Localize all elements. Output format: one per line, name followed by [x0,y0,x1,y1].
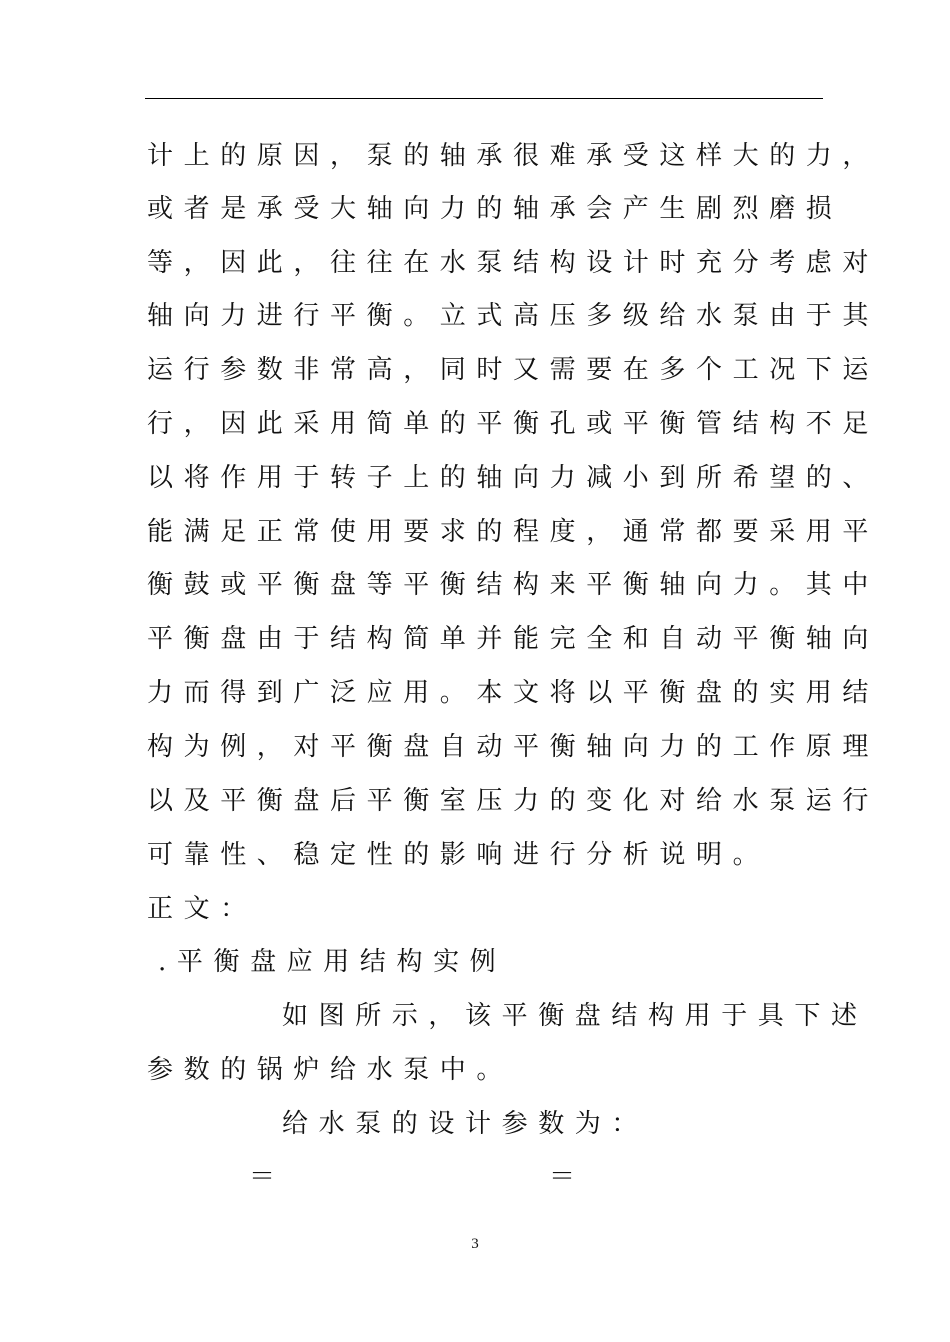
page-number: 3 [471,1236,479,1252]
text-line: 衡鼓或平衡盘等平衡结构来平衡轴向力。其中 [147,570,880,600]
paragraph-line: 参数的锅炉给水泵中。 [147,1055,514,1085]
text-line: 可靠性、稳定性的影响进行分析说明。 [147,840,770,870]
text-line: 能满足正常使用要求的程度，通常都要采用平 [147,517,880,547]
text-line: 运行参数非常高，同时又需要在多个工况下运 [147,355,880,385]
text-line: 轴向力进行平衡。立式高压多级给水泵由于其 [147,301,880,331]
text-line: 平衡盘由于结构简单并能完全和自动平衡轴向 [147,624,880,654]
text-line: 或者是承受大轴向力的轴承会产生剧烈磨损 [147,194,843,224]
text-line: 以及平衡盘后平衡室压力的变化对给水泵运行 [147,786,880,816]
equals-sign: ＝ [249,1162,276,1192]
text-line: 以将作用于转子上的轴向力减小到所希望的、 [147,463,880,493]
section-heading: .平衡盘应用结构实例 [158,947,507,977]
text-line: 行，因此采用简单的平衡孔或平衡管结构不足 [147,409,880,439]
paragraph-line: 如图所示，该平衡盘结构用于具下述 [282,1001,868,1031]
main-text-label: 正文： [147,894,257,924]
equals-sign: ＝ [549,1162,576,1192]
text-line: 等，因此，往往在水泵结构设计时充分考虑对 [147,248,880,278]
text-line: 力而得到广泛应用。本文将以平衡盘的实用结 [147,678,880,708]
text-line: 计上的原因，泵的轴承很难承受这样大的力， [147,141,880,171]
header-rule [145,98,823,99]
design-params-heading: 给水泵的设计参数为： [282,1109,649,1139]
text-line: 构为例，对平衡盘自动平衡轴向力的工作原理 [147,732,880,762]
